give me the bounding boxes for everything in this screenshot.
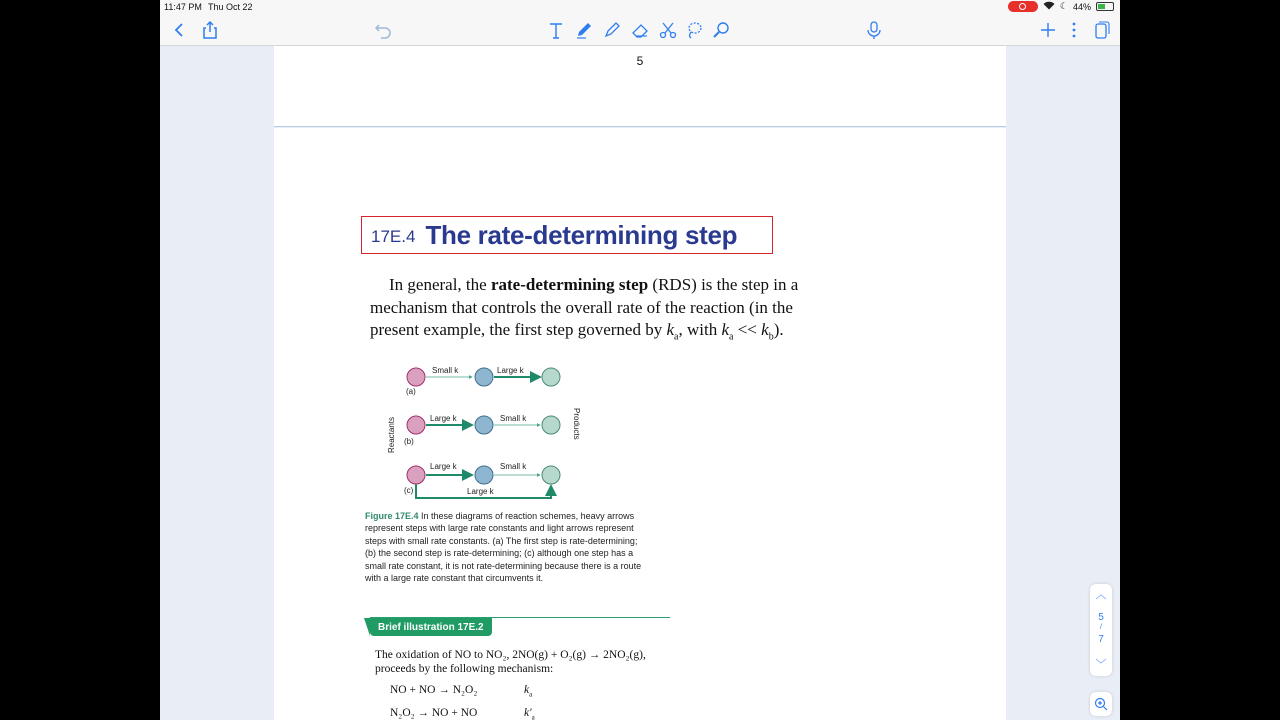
zoom-in-icon[interactable] xyxy=(1090,692,1112,716)
moon-icon: ☾ xyxy=(1059,1,1068,11)
reactant-circle-a xyxy=(407,368,425,386)
pen-icon[interactable] xyxy=(572,18,596,42)
section-number: 17E.4 xyxy=(371,227,416,246)
pages-icon[interactable] xyxy=(1089,18,1113,42)
page-navigator[interactable] xyxy=(1090,584,1112,676)
status-date: Thu Oct 22 xyxy=(208,2,253,12)
intermediate-circle-c xyxy=(475,466,493,484)
mechanism-step-2: N₂O₂ → NO + NO xyxy=(390,707,478,719)
label-large-k-a: Large k xyxy=(497,366,524,375)
previous-page-bottom xyxy=(274,46,1006,127)
body-paragraph: In general, the rate-determining step (RDS) is the step in a mechanism that controls the overall rate of the reaction (in the present example, the first step governed by $k_a$, with $k_a << k_b$). xyxy=(370,275,799,343)
reactant-circle-b xyxy=(407,416,425,434)
chevron-up-icon[interactable]: ︿ xyxy=(1095,589,1107,601)
label-c: (c) xyxy=(404,486,414,495)
mechanism-step-1: NO + NO → N₂O₂ xyxy=(390,684,478,696)
product-circle-a xyxy=(542,368,560,386)
magnifier-icon[interactable] xyxy=(709,18,733,42)
label-products: Products xyxy=(572,408,581,440)
pager-separator: / xyxy=(1100,624,1102,631)
microphone-icon[interactable] xyxy=(862,18,886,42)
status-bar xyxy=(160,0,1120,14)
share-icon[interactable] xyxy=(198,18,222,42)
recording-icon xyxy=(1008,1,1038,12)
reaction-scheme-figure xyxy=(387,358,604,508)
scissors-icon[interactable] xyxy=(656,18,680,42)
section-title: The rate-determining step xyxy=(425,219,738,250)
label-reactants: Reactants xyxy=(387,416,396,453)
ipad-screen xyxy=(160,0,1120,720)
eraser-icon[interactable] xyxy=(628,18,652,42)
label-small-k-b: Small k xyxy=(500,414,527,423)
pager-current: 5 xyxy=(1098,612,1104,623)
label-large-k-b: Large k xyxy=(430,414,457,423)
document-page xyxy=(274,128,1006,720)
add-icon[interactable] xyxy=(1036,18,1060,42)
brief-text: The oxidation of NO to NO₂, 2NO(g) + O₂(g) → 2NO₂(g), proceeds by the following mechanism: xyxy=(375,649,646,675)
text-icon[interactable] xyxy=(544,18,568,42)
reactant-circle-c xyxy=(407,466,425,484)
status-time: 11:47 PM xyxy=(164,2,202,12)
label-large-k-c2: Large k xyxy=(467,487,494,496)
back-icon[interactable] xyxy=(168,18,192,42)
battery-percent: 44% xyxy=(1072,1,1091,12)
brief-illustration-label: Brief illustration 17E.2 xyxy=(370,618,492,636)
label-b: (b) xyxy=(404,437,414,446)
chevron-down-icon[interactable]: ﹀ xyxy=(1095,659,1107,671)
app-toolbar xyxy=(160,14,1120,46)
mechanism-rate-1: $k_a$ xyxy=(524,684,533,699)
product-circle-c xyxy=(542,466,560,484)
product-circle-b xyxy=(542,416,560,434)
label-a: (a) xyxy=(406,387,416,396)
lasso-icon[interactable] xyxy=(682,18,706,42)
undo-icon[interactable] xyxy=(371,18,395,42)
label-small-k-a: Small k xyxy=(432,366,459,375)
status-right xyxy=(1008,1,1114,12)
label-large-k-c1: Large k xyxy=(430,462,457,471)
more-icon[interactable] xyxy=(1062,18,1086,42)
battery-icon xyxy=(1096,2,1114,11)
highlighter-icon[interactable] xyxy=(600,18,624,42)
label-small-k-c: Small k xyxy=(500,462,527,471)
pager-total: 7 xyxy=(1098,634,1104,645)
wifi-icon xyxy=(1043,1,1055,12)
figure-caption: Figure 17E.4 In these diagrams of reaction schemes, heavy arrows represent steps with large rate constants and light arrows represent steps with small rate constants. (a) The first step is rate-determining; (b) the second step is rate-determining; (c) although one step has a small rate constant, it is not rate-determining because there is a route with a large rate constant that circumvents it. xyxy=(365,511,642,584)
intermediate-circle-a xyxy=(475,368,493,386)
mechanism-rate-2: $k'_a$ xyxy=(524,707,535,720)
section-heading xyxy=(361,216,773,254)
intermediate-circle-b xyxy=(475,416,493,434)
page-number: 5 xyxy=(636,54,644,68)
